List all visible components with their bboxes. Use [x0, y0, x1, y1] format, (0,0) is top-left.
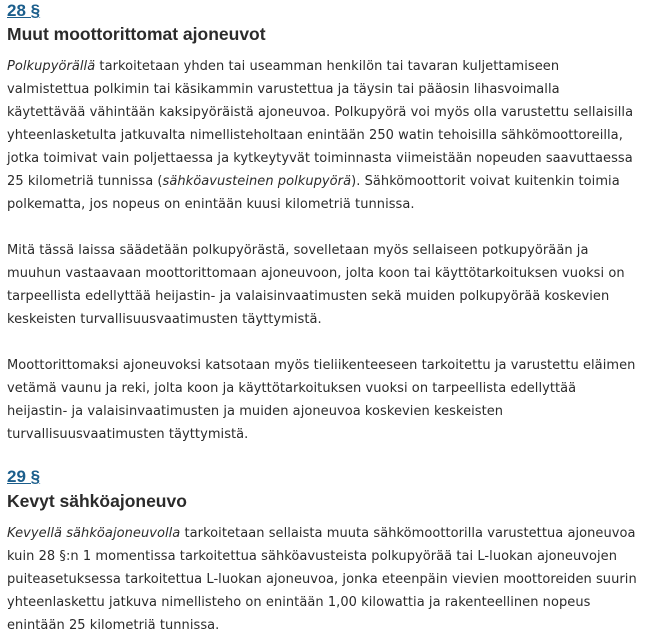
emphasized-term: Polkupyörällä — [7, 59, 96, 74]
paragraph — [7, 522, 640, 637]
paragraph — [7, 55, 640, 216]
section-28 — [7, 0, 640, 446]
emphasized-term: Kevyellä sähköajoneuvolla — [7, 526, 181, 541]
paragraph-text: tarkoitetaan sellaista muuta sähkömoottorilla varustettua ajoneuvoa kuin 28 §:n 1 momentissa tarkoitettua sähköavusteista polkupyörää tai L-luokan ajoneuvojen puiteasetuksessa tarkoitettua L-luokan ajoneuvoa, jonka eteenpäin vievien moottoreiden suurin yhteenlaskettu jatkuva nimellisteho on enintään 1,00 kilowattia ja rakenteellinen nopeus enintään 25 kilometriä tunnissa. — [7, 526, 637, 633]
emphasized-term: sähköavusteinen polkupyörä — [162, 174, 352, 189]
paragraph — [7, 239, 640, 331]
section-title: Muut moottorittomat ajoneuvot — [7, 24, 266, 44]
paragraph-text: Moottorittomaksi ajoneuvoksi katsotaan myös tieliikenteeseen tarkoitettu ja varustettu eläimen vetämä vaunu ja reki, jolta koon ja käyttötarkoituksen vuoksi on tarpeellista edellyttää heijastin- ja valaisinvaatimusten ja muiden ajoneuvoa koskevien keskeisten turvallisuusvaatimusten täyttymistä. — [7, 358, 636, 442]
paragraph-text: tarkoitetaan yhden tai useamman henkilön tai tavaran kuljettamiseen valmistettua polkimin tai käsikammin varustettua ja täysin tai pääosin lihasvoimalla käytettävää vähintään kaksipyöräistä ajoneuvoa. Polkupyörä voi myös olla varustettu sellaisilla yhteenlasketulta jatkuvalta nimellisteholtaan enintään 250 watin tehoisilla sähkömoottoreilla, jotka toimivat vain poljettaessa ja kytkeytyvät toiminnasta viimeistään nopeuden saavuttaessa 25 kilometriä tunnissa ( — [7, 59, 634, 189]
paragraph — [7, 354, 640, 446]
paragraph-text: Mitä tässä laissa säädetään polkupyörästä, sovelletaan myös sellaiseen potkupyörään ja muuhun vastaavaan moottorittomaan ajoneuvoon, jolta koon tai käyttötarkoituksen vuoksi on tarpeellista edellyttää heijastin- ja valaisinvaatimusten sekä muiden polkupyörää koskevien keskeisten turvallisuusvaatimusten täyttymistä. — [7, 243, 625, 327]
section-title: Kevyt sähköajoneuvo — [7, 491, 187, 511]
section-number-link[interactable]: 28 § — [7, 1, 41, 20]
paragraph-text: ). Sähkömoottorit voivat kuitenkin toimia polkematta, jos nopeus on enintään kuusi kilometriä tunnissa. — [7, 174, 620, 212]
section-29 — [7, 446, 640, 637]
section-number-link[interactable]: 29 § — [7, 467, 41, 486]
